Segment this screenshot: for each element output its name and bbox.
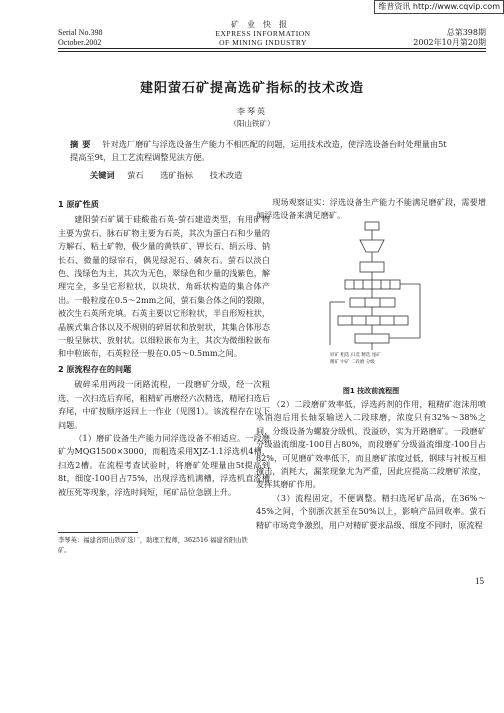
keyword: 技术改造 [209, 170, 243, 180]
paragraph: 破碎采用两段一闭路流程，一段磨矿分级，经一次粗选、一次扫选后弃尾，粗精矿再磨经六次精选，精尾扫选后弃尾，中矿按顺序返回上一作业（见图1）。该流程存在以下问题。 [58, 379, 270, 430]
watermark: 维普资讯 http://www.cqvip.com [374, 0, 504, 14]
serial-number: Serial No.398 [58, 28, 103, 37]
paragraph: （2）二段磨矿效率低，浮选药剂的作用，粗精矿泡沫用喷水消泡后用长轴泵输送入二段球磨，浓度只有32%～38%之间，分级设备为螺旋分级机，没溢砂，实为开路磨矿。一段磨矿分级溢流细度-100目占80%，而段磨矿分级溢流细度-100目占82%，可见磨矿效率低下，而且磨矿浓度过低，钢球与衬板互相撞击，消耗大，漏浆现象尤为严重，因此应提高二段磨矿浓度，发挥其磨矿作用。 [256, 399, 486, 490]
section-heading-2: 2 原流程存在的问题 [58, 363, 132, 374]
issue-date-en: October.2002 [58, 38, 102, 47]
cell-row [338, 316, 408, 325]
abstract-label: 摘要 [70, 139, 95, 149]
right-column-bottom [256, 398, 486, 532]
affiliation: （阳山铁矿） [229, 119, 275, 128]
article-title: 建阳萤石矿提高选矿指标的技术改造 [139, 81, 364, 96]
cell-row [355, 334, 389, 343]
issue-date-cn: 2002年10月第20期 [413, 38, 486, 47]
figure-caption: 图1 技改前流程图 [342, 387, 400, 395]
abstract [70, 138, 450, 163]
keywords [90, 170, 256, 181]
paragraph: 现场观察证实：浮选设备生产能力不能满足磨矿段，需要增加浮选设备来满足磨矿。 [256, 197, 486, 221]
header-center [188, 20, 338, 47]
keywords-label: 关键词 [90, 170, 115, 180]
section-heading-1: 1 原矿性质 [58, 199, 99, 209]
footnote-rule [58, 532, 138, 533]
figure-legend: 原矿 粗选 扫选 精选 尾矿 [330, 353, 381, 358]
issue-number-cn: 总第398期 [446, 28, 486, 37]
figure-legend: 精矿 中矿 二段磨 分级 [330, 360, 375, 365]
footnote: 李琴英：福建省阳山铁矿选厂，助理工程师，362516 福建省阳山铁矿。 [58, 537, 248, 554]
abstract-text: 针对选厂磨矿与浮选设备生产能力不相匹配的问题，运用技术改造，使浮选设备台时处理量由5t提高至9t，且工艺流程调整见法方便。 [70, 139, 447, 162]
paragraph: 建阳萤石矿属于硅酸盐石英-萤石建造类型，有用矿物主要为萤石，脉石矿物主要为石英，其次为蛋白石和少量的方解石、粘土矿物，极少量的黄铁矿、钾长石、绢云母、钠长石、微量的绿帘石，偶见绿泥石、磷灰石。萤石以淡白色、浅绿色为主，其次为无色，翠绿色和少量的浅紫色，解理完全，多呈它形粒状，以块状、角砾状构造的集合体产出。一般粒度在0.5～2mm之间，萤石集合体之间的裂隙，被次生石英所充填。石英主要以它形粒状，半自形短柱状，晶簇式集合体以及不规则的碎屑状和放射状，其集合体形态一般呈脉状、放射状。以细粒嵌布为主，其次为微细粒嵌布和中粒嵌布，石英粒径一般在0.05～0.5mm之间。 [58, 214, 270, 359]
author: 李琴英 [237, 107, 267, 116]
header-rule-thick [58, 48, 486, 49]
page-number: 15 [475, 576, 484, 586]
flowchart-figure [310, 220, 450, 385]
left-column [58, 196, 270, 499]
journal-name-cn: 矿业快报 [231, 20, 295, 29]
paragraph: （1）磨矿设备生产能力同浮选设备不相适应。一段磨矿为MQG1500×3000，而粗选采用XJZ-1.1浮选机4槽，扫选2槽。在流程考查试验时，将磨矿处理量由5t提高到8t，细度-100目占75%，出现浮选机满槽，浮选机直流槽被压死等现象，浮选时间短，尾矿品位急剧上升。 [58, 432, 270, 497]
header-left [58, 28, 102, 48]
journal-name-en-1: EXPRESS INFORMATION [215, 29, 311, 38]
keyword: 选矿指标 [160, 170, 193, 180]
mill-box [360, 262, 384, 272]
journal-header [58, 20, 486, 60]
cell-row [350, 298, 395, 307]
header-rule-thin [58, 51, 486, 52]
cell-row [345, 280, 400, 289]
flowchart-diagram [310, 220, 450, 370]
paragraph: （3）流程固定，不便调整。精扫选尾矿品高，在36%～45%之间，个别浙次甚至在50%以上，影响产品回收率。萤石精矿市场竞争激烈，用户对精矿要求品级、细度不同时，原流程 [256, 492, 486, 530]
journal-name-en-2: OF MINING INDUSTRY [219, 38, 307, 47]
header-right [413, 28, 486, 48]
flow-box [365, 222, 379, 230]
right-column-top [256, 196, 486, 223]
keyword: 萤石 [127, 170, 144, 180]
crusher-shape [360, 240, 384, 252]
